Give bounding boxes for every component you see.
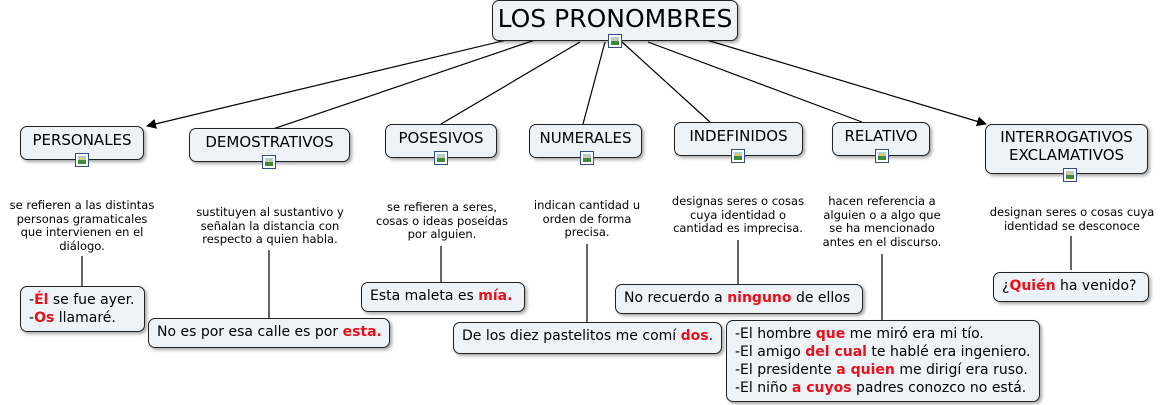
description-personales: se refieren a las distintas personas gramaticales que intervienen en el diálogo. [4, 199, 160, 253]
description-relativo: hacen referencia a alguien o a algo que se ha mencionado antes en el discurso. [816, 195, 948, 249]
image-icon[interactable] [580, 151, 594, 165]
example-line: -El hombre que me miró era mi tío. [735, 326, 984, 342]
description-posesivos: se refieren a seres, cosas o ideas poseídas por alguien. [372, 201, 512, 242]
description-interrogativos: designan seres o cosas cuya identidad se desconoce [982, 206, 1162, 233]
description-demostrativos: sustituyen al sustantivo y señalan la distancia con respecto a quien habla. [190, 206, 350, 247]
image-icon[interactable] [1063, 168, 1077, 182]
image-icon[interactable] [731, 149, 745, 163]
image-icon[interactable] [75, 153, 89, 167]
example-line: -El niño a cuyos padres conozco no está. [735, 380, 1027, 396]
edge-root-indefinidos [622, 42, 710, 122]
highlighted-pronoun: que [815, 326, 846, 342]
image-icon[interactable] [434, 151, 448, 165]
highlighted-pronoun: a quien [836, 362, 895, 378]
edge-root-numerales [583, 42, 605, 124]
root-title: LOS PRONOMBRES [497, 4, 733, 33]
highlighted-pronoun: mía. [478, 288, 513, 304]
category-label: INDEFINIDOS [689, 127, 788, 145]
category-label: POSESIVOS [398, 129, 484, 147]
example-line: -El presidente a quien me dirigí era ruso. [735, 362, 1028, 378]
category-interrogativos-exclamativos[interactable] [985, 124, 1148, 174]
highlighted-pronoun: Os [34, 310, 55, 326]
edge-root-interrogativos [700, 38, 986, 124]
category-label: NUMERALES [539, 129, 632, 147]
highlighted-pronoun: esta. [342, 324, 382, 340]
example-numerales: De los diez pastelitos me comí dos. [453, 322, 722, 354]
example-relativo [726, 320, 1040, 402]
image-icon[interactable] [875, 149, 889, 163]
highlighted-pronoun: dos [680, 328, 709, 344]
category-label: PERSONALES [32, 131, 132, 149]
edge-root-demostrativos [270, 40, 535, 130]
category-label: INTERROGATIVOS EXCLAMATIVOS [1000, 128, 1133, 164]
example-line: -Os llamaré. [29, 310, 116, 326]
category-label: RELATIVO [844, 127, 918, 145]
example-interrogativos: ¿Quién ha venido? [993, 272, 1149, 302]
example-line: -El amigo del cual te hablé era ingeniero. [735, 344, 1031, 360]
example-demostrativos: No es por esa calle es por esta. [148, 318, 390, 348]
highlighted-pronoun: Quién [1009, 278, 1056, 294]
description-indefinidos: designas seres o cosas cuya identidad o cantidad es imprecisa. [666, 195, 810, 236]
example-indefinidos: No recuerdo a ninguno de ellos [615, 284, 863, 314]
category-label: DEMOSTRATIVOS [205, 133, 334, 151]
description-numerales: indican cantidad u orden de forma precisa. [529, 199, 645, 240]
image-icon[interactable] [262, 155, 276, 169]
image-icon[interactable] [608, 34, 622, 48]
highlighted-pronoun: del cual [805, 344, 867, 360]
highlighted-pronoun: Él [34, 292, 49, 308]
example-line: -Él se fue ayer. [29, 292, 135, 308]
highlighted-pronoun: a cuyos [791, 380, 852, 396]
example-posesivos: Esta maleta es mía. [361, 282, 525, 312]
edge-root-posesivos [441, 42, 580, 124]
example-personales [20, 286, 145, 332]
highlighted-pronoun: ninguno [727, 290, 792, 306]
